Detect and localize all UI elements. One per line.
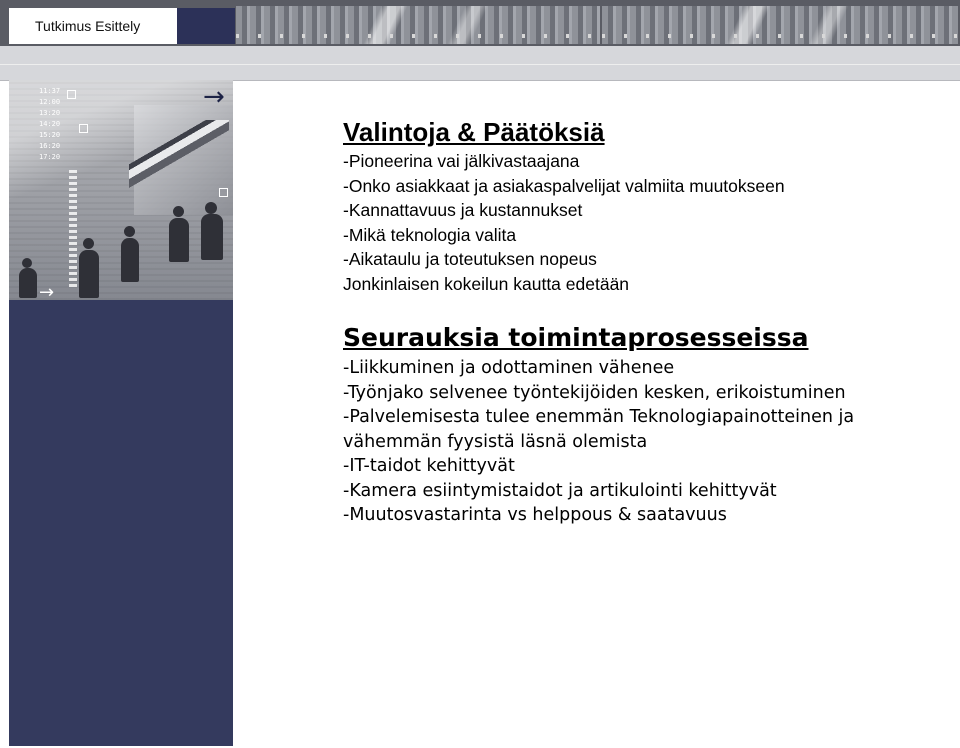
left-photo — [9, 80, 233, 300]
person-figure — [22, 258, 32, 268]
section-consequences — [343, 322, 943, 528]
timetable-entry: 13:20 — [39, 109, 61, 117]
bullet-line: -Kannattavuus ja kustannukset — [343, 200, 583, 220]
bullet-line: -Pioneerina vai jälkivastaajana — [343, 151, 580, 171]
timetable-entry: 15:20 — [39, 131, 61, 139]
square-icon — [219, 188, 228, 197]
bullet-line: -Onko asiakkaat ja asiakaspalvelijat valmiita muutokseen — [343, 175, 785, 196]
timetable — [39, 86, 60, 163]
timetable-entry: 12:00 — [39, 98, 61, 106]
bullet-line: -Palvelemisesta tulee enemmän Teknologiapainotteinen ja — [343, 407, 855, 427]
section-choices — [343, 116, 943, 296]
subheader-divider — [0, 64, 960, 65]
person-figure — [19, 268, 37, 298]
header-dot-row — [236, 34, 600, 38]
person-figure — [124, 226, 135, 237]
bullet-line: -Mikä teknologia valita — [343, 224, 517, 245]
bullet-line: -Liikkuminen ja odottaminen vähenee — [343, 358, 675, 378]
arrow-right-icon: → — [203, 82, 225, 112]
timetable-entry: 14:20 — [39, 120, 61, 128]
bullet-line: Jonkinlaisen kokeilun kautta edetään — [343, 273, 630, 294]
person-figure — [201, 214, 223, 260]
person-figure — [83, 238, 94, 249]
square-icon — [79, 124, 88, 133]
photo-dot-column — [69, 170, 77, 290]
bullet-line: -Aikataulu ja toteutuksen nopeus — [343, 249, 597, 269]
presentation-title: Tutkimus Esittely — [35, 18, 141, 34]
section-title: Valintoja & Päätöksiä — [343, 117, 605, 147]
bullet-line: vähemmän fyysistä läsnä olemista — [343, 431, 648, 452]
section-title: Seurauksia toimintaprosesseissa — [343, 323, 809, 352]
person-figure — [79, 250, 99, 298]
person-figure — [205, 202, 217, 214]
arrow-right-icon: → — [39, 282, 55, 300]
header-accent-block — [179, 8, 235, 44]
timetable-entry: 16:20 — [39, 142, 61, 150]
person-figure — [121, 238, 139, 282]
header-photo-right — [602, 6, 958, 44]
timetable-entry: 17:20 — [39, 153, 61, 161]
bullet-line: -IT-taidot kehittyvät — [343, 456, 515, 476]
timetable-entry: 11:37 — [39, 87, 61, 95]
bullet-line: -Muutosvastarinta vs helppous & saatavuus — [343, 505, 727, 525]
photo-train — [129, 120, 229, 210]
bullet-line: -Työnjako selvenee työntekijöiden kesken, erikoistuminen — [343, 382, 846, 403]
person-figure — [169, 218, 189, 262]
square-icon — [67, 90, 76, 99]
bullet-line: -Kamera esiintymistaidot ja artikulointi kehittyvät — [343, 480, 777, 501]
person-figure — [173, 206, 184, 217]
header-photo-left — [236, 6, 600, 44]
header-dot-row — [602, 34, 958, 38]
